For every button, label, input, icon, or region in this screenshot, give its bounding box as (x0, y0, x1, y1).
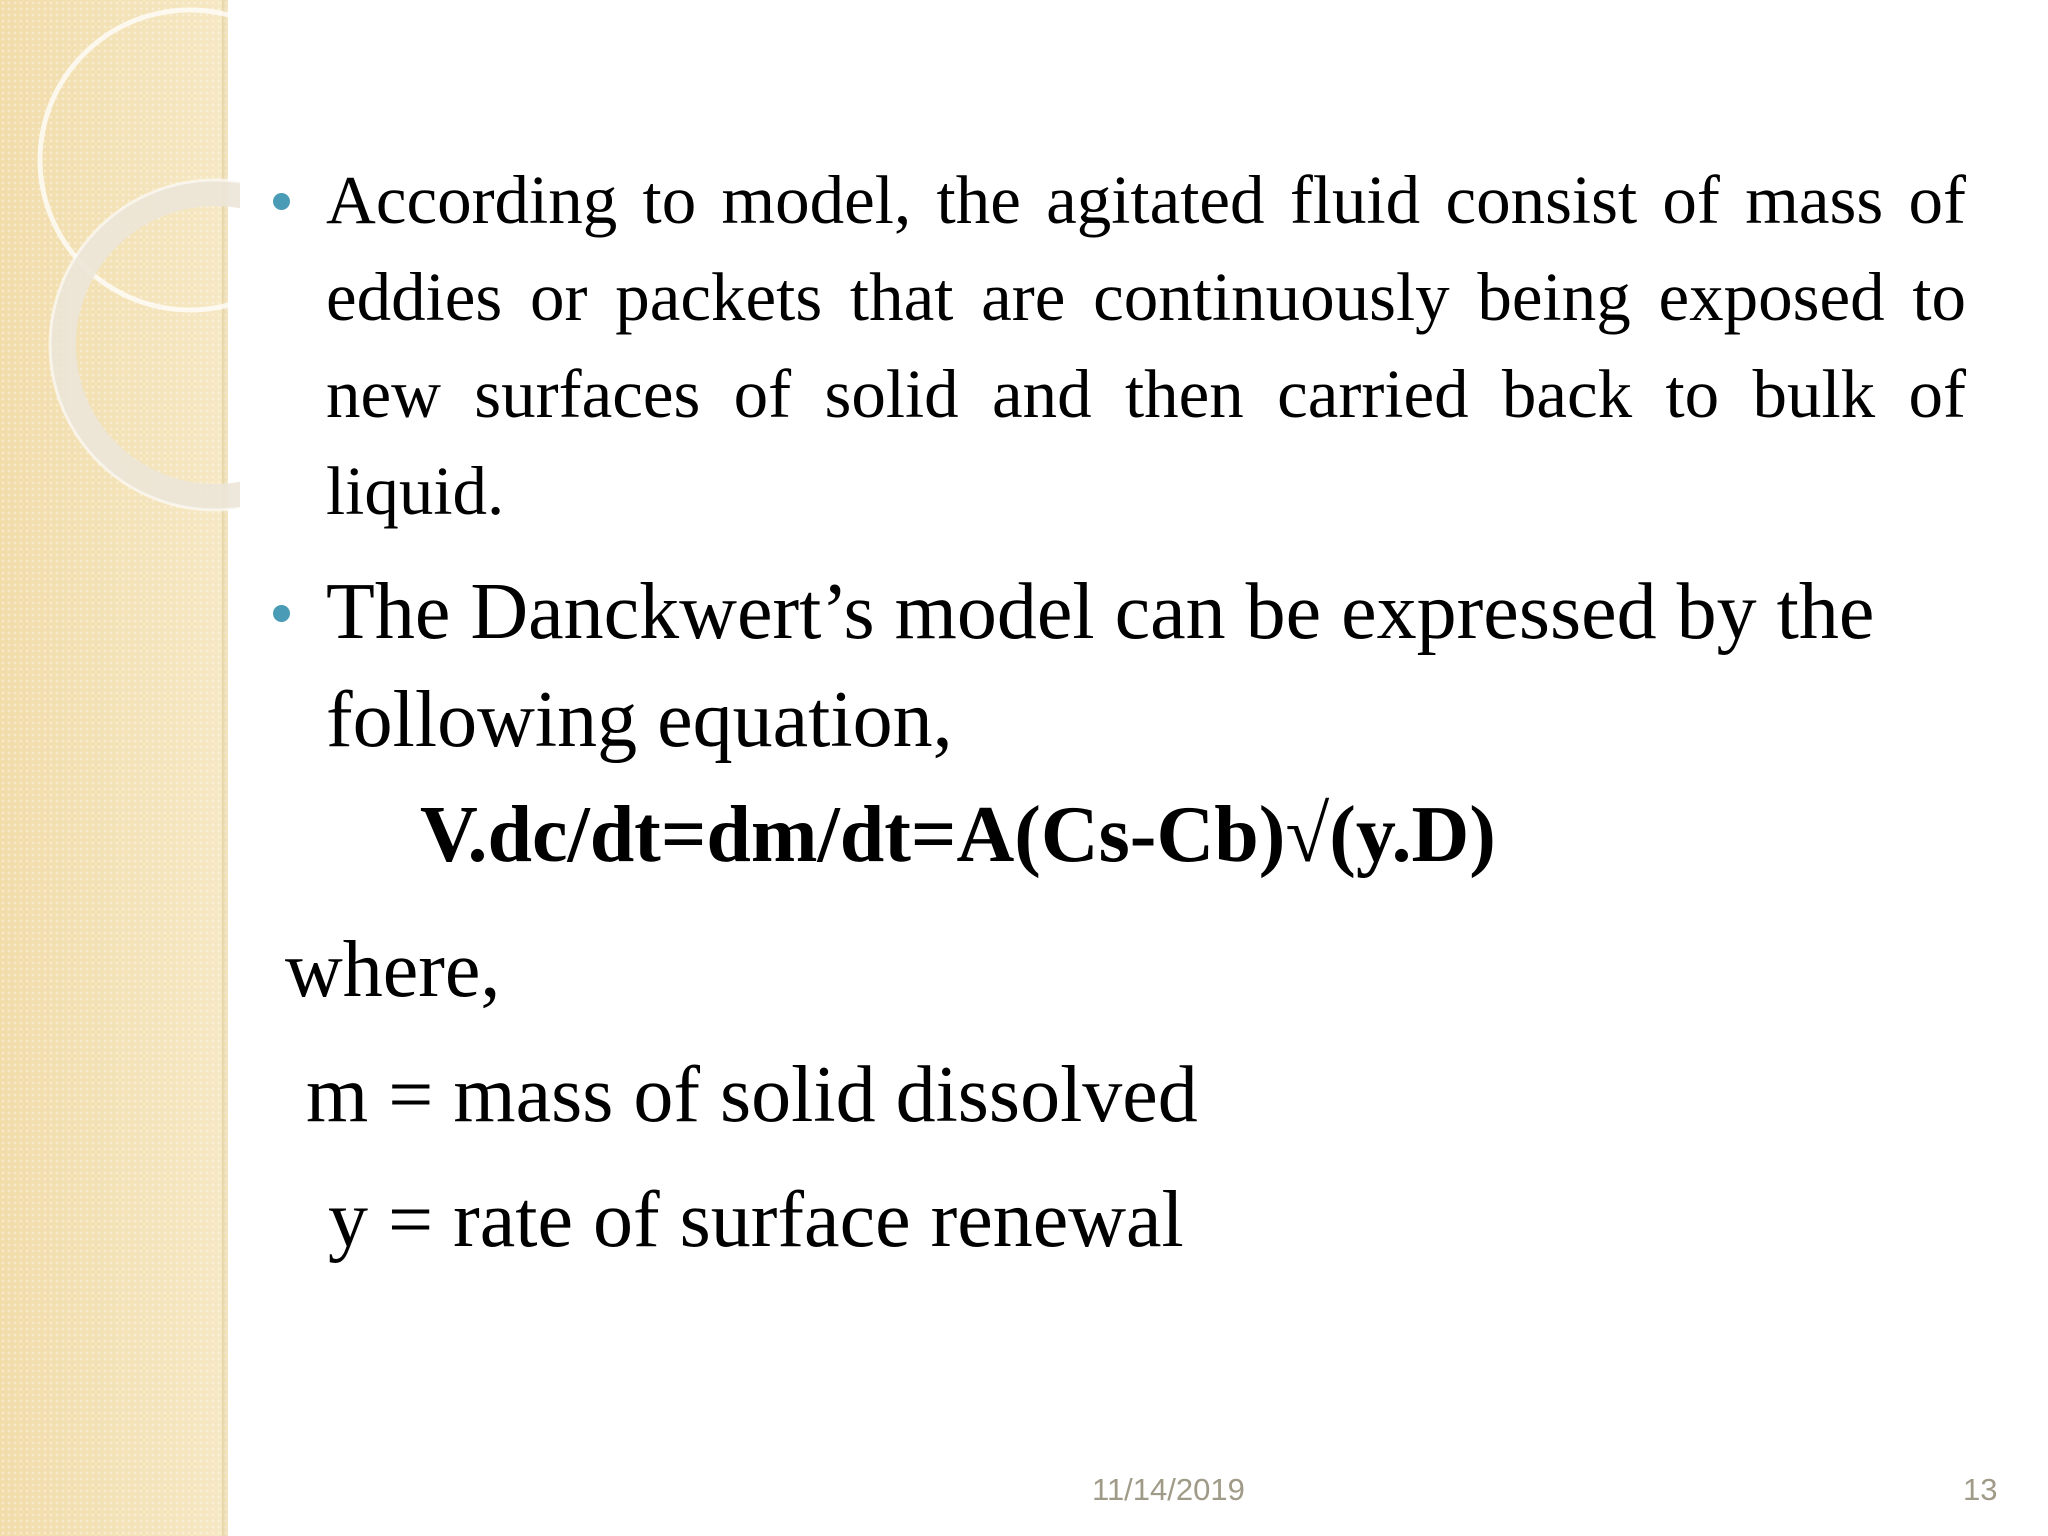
equation: V.dc/dt=dm/dt=A(Cs-Cb)√(y.D) (420, 791, 1496, 879)
bullet-marker-2 (273, 605, 290, 622)
slide-number: 13 (1963, 1472, 1998, 1507)
footer-date: 11/14/2019 (1092, 1472, 1245, 1507)
definition-y: y = rate of surface renewal (328, 1176, 1184, 1264)
where-label: where, (285, 926, 501, 1014)
bullet-text-2: The Danckwert’s model can be expressed by the following equation, (326, 568, 1875, 764)
decorative-rings (0, 0, 240, 520)
inner-ring-highlight (50, 180, 240, 510)
definition-m: m = mass of solid dissolved (306, 1051, 1198, 1139)
bullet-text-1: According to model, the agitated fluid consist of mass of eddies or packets that are continuously being exposed to new surfaces of solid and then carried back to bulk of liquid. (326, 162, 1966, 529)
bullet-marker-1 (273, 193, 290, 210)
